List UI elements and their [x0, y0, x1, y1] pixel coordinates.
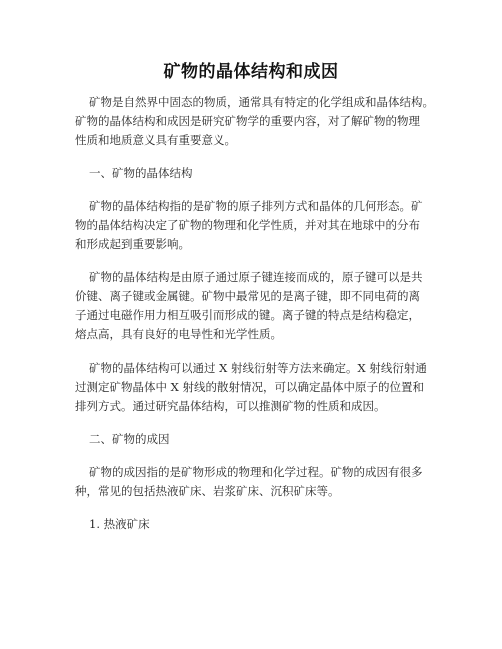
paragraph-2-line-3: 和形成起到重要影响。 [75, 237, 190, 251]
paragraph-3-line-4: 熔点高，具有良好的电导性和光学性质。 [75, 327, 282, 341]
paragraph-5-line-1: 矿物的成因指的是矿物形成的物理和化学过程。矿物的成因有很多 [89, 465, 423, 479]
section-heading-2: 二、矿物的成因 [89, 432, 170, 446]
paragraph-2-line-2: 物的晶体结构决定了矿物的物理和化学性质，并对其在地球中的分布 [75, 218, 420, 232]
paragraph-1-line-2: 矿物的晶体结构和成因是研究矿物学的重要内容，对了解矿物的物理 [75, 114, 420, 128]
paragraph-4-line-3: 排列方式。通过研究晶体结构，可以推测矿物的性质和成因。 [75, 399, 386, 413]
paragraph-5-line-2: 种，常见的包括热液矿床、岩浆矿床、沉积矿床等。 [75, 484, 340, 498]
paragraph-1-line-3: 性质和地质意义具有重要意义。 [75, 133, 236, 147]
paragraph-1-line-1: 矿物是自然界中固态的物质，通常具有特定的化学组成和晶体结构。 [89, 95, 434, 109]
paragraph-3-line-1: 矿物的晶体结构是由原子通过原子键连接而成的，原子键可以是共 [89, 270, 423, 284]
subheading-1: 1. 热液矿床 [89, 517, 150, 531]
paragraph-2-line-1: 矿物的晶体结构指的是矿物的原子排列方式和晶体的几何形态。矿 [89, 199, 423, 213]
section-heading-1: 一、矿物的晶体结构 [89, 166, 193, 180]
paragraph-3-line-2: 价键、离子键或金属键。矿物中最常见的是离子键，即不同电荷的离 [75, 289, 420, 303]
paragraph-4-line-1: 矿物的晶体结构可以通过 X 射线衍射等方法来确定。X 射线衍射通 [89, 361, 427, 375]
paragraph-4-line-2: 过测定矿物晶体中 X 射线的散射情况，可以确定晶体中原子的位置和 [75, 380, 424, 394]
document-title: 矿物的晶体结构和成因 [163, 62, 339, 82]
paragraph-3-line-3: 子通过电磁作用力相互吸引而形成的键。离子键的特点是结构稳定， [75, 308, 420, 322]
